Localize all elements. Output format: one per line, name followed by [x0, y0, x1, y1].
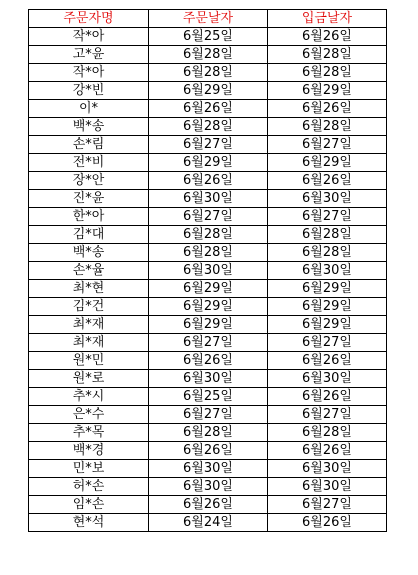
cell-orderer-name: 백*송 [29, 118, 149, 136]
cell-order-date: 6월24일 [149, 514, 268, 532]
table-row [29, 280, 387, 298]
cell-deposit-date: 6월30일 [268, 478, 387, 496]
cell-order-date: 6월29일 [149, 280, 268, 298]
cell-order-date: 6월30일 [149, 190, 268, 208]
cell-orderer-name: 장*안 [29, 172, 149, 190]
cell-order-date: 6월29일 [149, 298, 268, 316]
table-row [29, 424, 387, 442]
cell-orderer-name: 은*수 [29, 406, 149, 424]
table-row [29, 442, 387, 460]
table-row [29, 100, 387, 118]
table-row [29, 190, 387, 208]
cell-orderer-name: 원*로 [29, 370, 149, 388]
cell-deposit-date: 6월26일 [268, 442, 387, 460]
cell-order-date: 6월29일 [149, 82, 268, 100]
cell-orderer-name: 최*재 [29, 316, 149, 334]
cell-order-date: 6월28일 [149, 424, 268, 442]
table-row [29, 118, 387, 136]
cell-deposit-date: 6월28일 [268, 118, 387, 136]
table-row [29, 316, 387, 334]
table-row [29, 64, 387, 82]
cell-order-date: 6월26일 [149, 496, 268, 514]
header-orderer-name: 주문자명 [29, 10, 149, 28]
cell-deposit-date: 6월28일 [268, 244, 387, 262]
cell-orderer-name: 김*건 [29, 298, 149, 316]
cell-orderer-name: 손*림 [29, 136, 149, 154]
cell-deposit-date: 6월26일 [268, 514, 387, 532]
cell-order-date: 6월29일 [149, 316, 268, 334]
cell-order-date: 6월27일 [149, 136, 268, 154]
cell-orderer-name: 강*빈 [29, 82, 149, 100]
cell-orderer-name: 이* [29, 100, 149, 118]
cell-order-date: 6월26일 [149, 172, 268, 190]
cell-order-date: 6월26일 [149, 100, 268, 118]
cell-order-date: 6월27일 [149, 334, 268, 352]
cell-orderer-name: 최*현 [29, 280, 149, 298]
cell-orderer-name: 원*민 [29, 352, 149, 370]
cell-deposit-date: 6월29일 [268, 316, 387, 334]
table-row [29, 244, 387, 262]
cell-order-date: 6월25일 [149, 28, 268, 46]
cell-order-date: 6월28일 [149, 226, 268, 244]
table-row [29, 370, 387, 388]
cell-orderer-name: 백*경 [29, 442, 149, 460]
cell-orderer-name: 추*목 [29, 424, 149, 442]
cell-orderer-name: 김*대 [29, 226, 149, 244]
table-row [29, 172, 387, 190]
cell-order-date: 6월26일 [149, 352, 268, 370]
table-row [29, 478, 387, 496]
cell-deposit-date: 6월30일 [268, 370, 387, 388]
cell-order-date: 6월30일 [149, 460, 268, 478]
cell-orderer-name: 허*손 [29, 478, 149, 496]
cell-order-date: 6월28일 [149, 244, 268, 262]
cell-orderer-name: 현*석 [29, 514, 149, 532]
table-row [29, 496, 387, 514]
table-header-row [29, 10, 387, 28]
cell-order-date: 6월26일 [149, 442, 268, 460]
cell-orderer-name: 손*율 [29, 262, 149, 280]
table-body [29, 28, 387, 532]
cell-deposit-date: 6월27일 [268, 496, 387, 514]
cell-order-date: 6월30일 [149, 370, 268, 388]
cell-orderer-name: 전*비 [29, 154, 149, 172]
cell-orderer-name: 한*아 [29, 208, 149, 226]
table-row [29, 28, 387, 46]
cell-order-date: 6월29일 [149, 154, 268, 172]
cell-orderer-name: 최*재 [29, 334, 149, 352]
cell-deposit-date: 6월27일 [268, 208, 387, 226]
cell-deposit-date: 6월30일 [268, 262, 387, 280]
cell-deposit-date: 6월28일 [268, 46, 387, 64]
table-row [29, 334, 387, 352]
table-row [29, 226, 387, 244]
table-row [29, 388, 387, 406]
cell-deposit-date: 6월29일 [268, 154, 387, 172]
cell-deposit-date: 6월28일 [268, 424, 387, 442]
cell-order-date: 6월25일 [149, 388, 268, 406]
cell-deposit-date: 6월29일 [268, 280, 387, 298]
cell-order-date: 6월30일 [149, 262, 268, 280]
cell-order-date: 6월28일 [149, 64, 268, 82]
table-row [29, 154, 387, 172]
cell-deposit-date: 6월30일 [268, 190, 387, 208]
cell-deposit-date: 6월26일 [268, 352, 387, 370]
cell-deposit-date: 6월29일 [268, 82, 387, 100]
order-deposit-table [28, 9, 387, 532]
cell-deposit-date: 6월27일 [268, 334, 387, 352]
cell-deposit-date: 6월30일 [268, 460, 387, 478]
cell-orderer-name: 진*윤 [29, 190, 149, 208]
cell-orderer-name: 고*윤 [29, 46, 149, 64]
cell-deposit-date: 6월26일 [268, 100, 387, 118]
table-row [29, 406, 387, 424]
cell-order-date: 6월30일 [149, 478, 268, 496]
table-row [29, 208, 387, 226]
table-row [29, 514, 387, 532]
cell-deposit-date: 6월28일 [268, 226, 387, 244]
cell-deposit-date: 6월27일 [268, 136, 387, 154]
cell-order-date: 6월28일 [149, 46, 268, 64]
cell-order-date: 6월27일 [149, 406, 268, 424]
table-row [29, 352, 387, 370]
cell-deposit-date: 6월26일 [268, 172, 387, 190]
table-row [29, 82, 387, 100]
header-deposit-date: 입금날자 [268, 10, 387, 28]
cell-orderer-name: 작*아 [29, 64, 149, 82]
cell-deposit-date: 6월29일 [268, 298, 387, 316]
cell-deposit-date: 6월26일 [268, 28, 387, 46]
table-row [29, 136, 387, 154]
table-row [29, 460, 387, 478]
table-row [29, 46, 387, 64]
cell-deposit-date: 6월26일 [268, 388, 387, 406]
table-row [29, 262, 387, 280]
cell-order-date: 6월27일 [149, 208, 268, 226]
cell-orderer-name: 작*아 [29, 28, 149, 46]
cell-deposit-date: 6월28일 [268, 64, 387, 82]
cell-order-date: 6월28일 [149, 118, 268, 136]
header-order-date: 주문날자 [149, 10, 268, 28]
table-row [29, 298, 387, 316]
cell-orderer-name: 백*송 [29, 244, 149, 262]
cell-orderer-name: 민*보 [29, 460, 149, 478]
cell-deposit-date: 6월27일 [268, 406, 387, 424]
cell-orderer-name: 임*손 [29, 496, 149, 514]
cell-orderer-name: 추*시 [29, 388, 149, 406]
